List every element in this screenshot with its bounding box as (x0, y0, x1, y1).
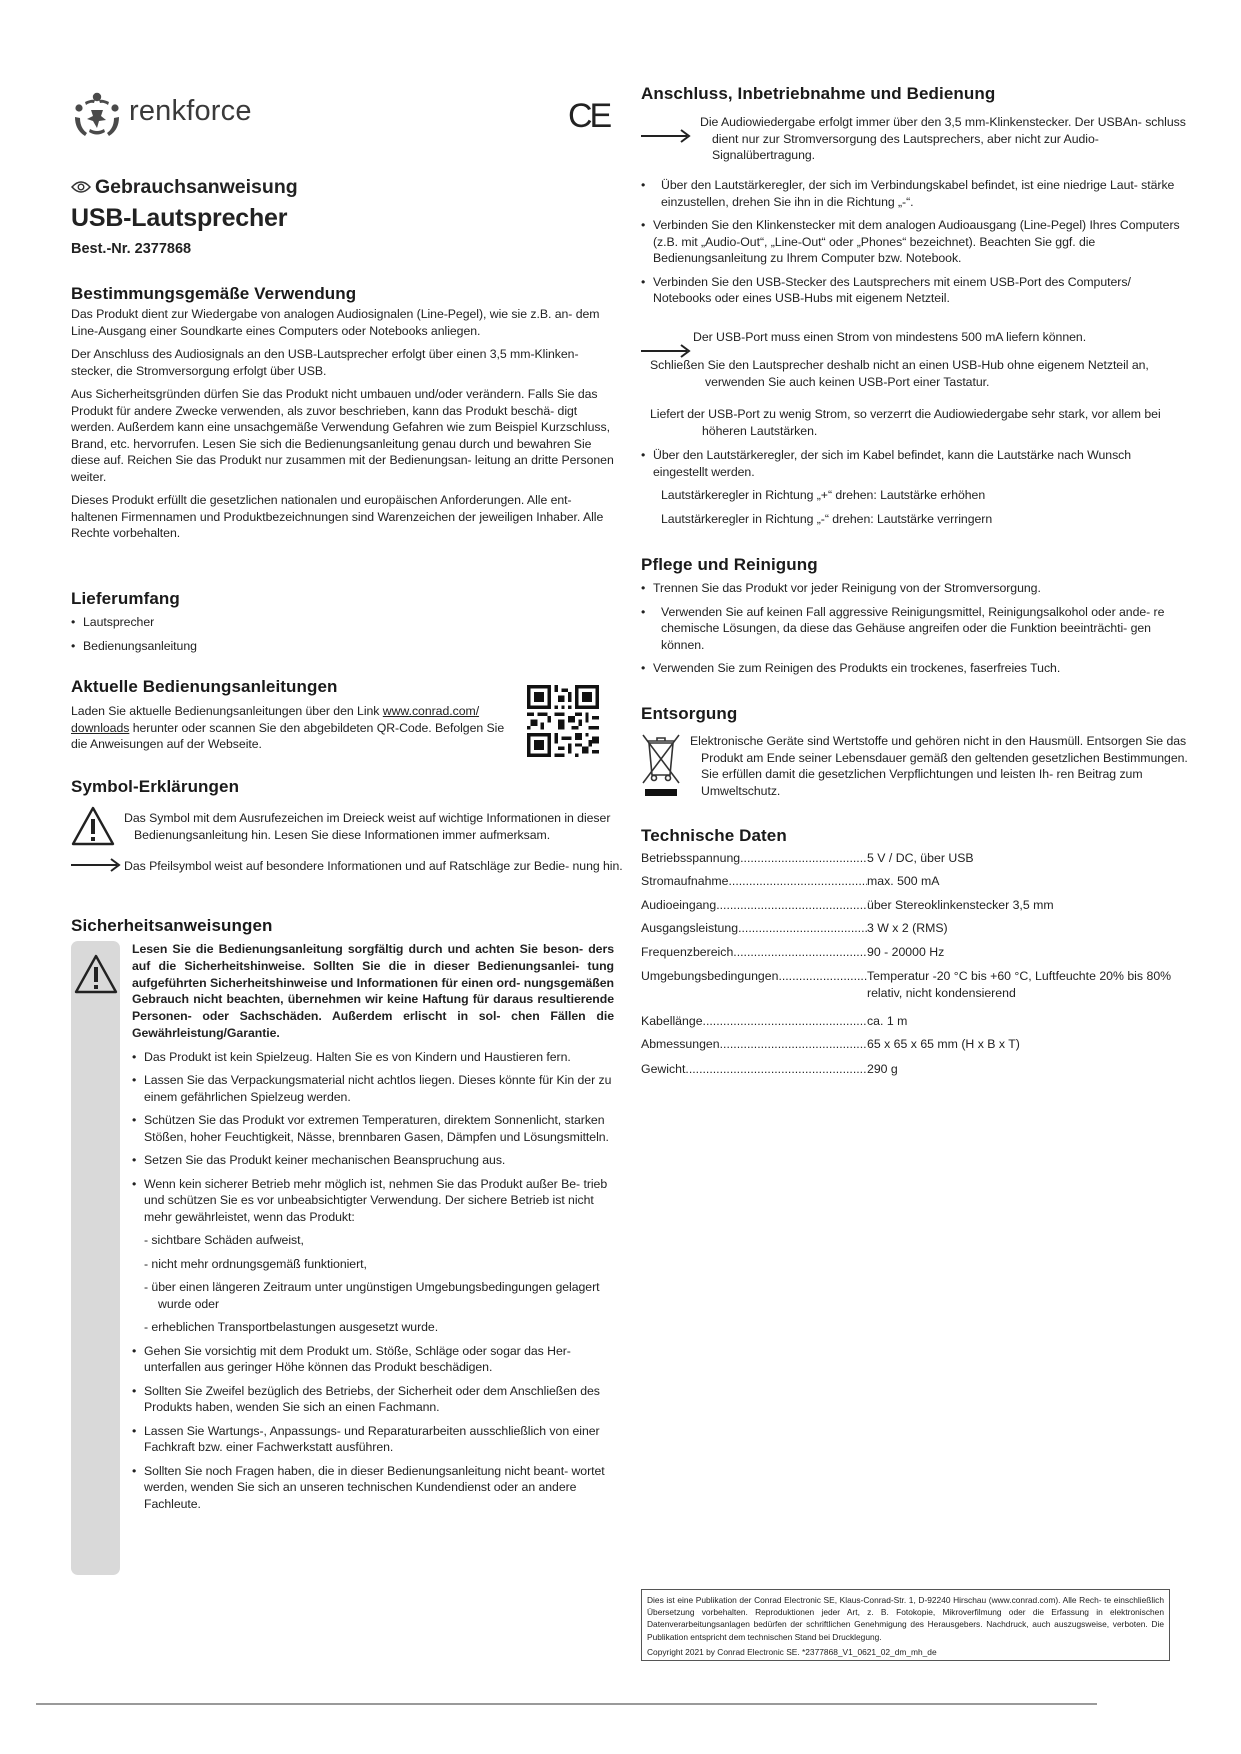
bestimmung-p2: Der Anschluss des Audiosignals an den USB-Lautsprecher erfolgt über einen 3,5 mm-Klinken- stecker, die Stromversorgung erfolgt über USB. (71, 347, 579, 378)
list-item: • Sollten Sie Zweifel bezüglich des Betriebs, der Sicherheit oder dem Anschließen des Produkts haben, wenden Sie sich an einen Fachmann. (132, 1383, 614, 1416)
volume-up-text: Lautstärkeregler in Richtung „+“ drehen: Lautstärke erhöhen (661, 488, 986, 502)
list-item: • Verwenden Sie auf keinen Fall aggressive Reinigungsmittel, Reinigungsalkohol oder ande- re chemische Lösungen, da diese das Gehäuse angreifen oder die Funktion beeinträchti- gen können. (641, 604, 1186, 654)
downloads-link[interactable]: www.conrad.com/ downloads (71, 704, 480, 735)
spec-label: Abmessungen ..... (641, 1036, 867, 1053)
spec-label: Kabellänge ..... (641, 1013, 867, 1030)
spec-label: Ausgangsleistung ..... (641, 920, 867, 937)
lieferumfang-list (71, 614, 614, 654)
imprint-box (641, 1589, 1170, 1661)
arrow-icon (71, 858, 121, 872)
brand-name: renkforce (129, 95, 252, 127)
spec-label: Betriebsspannung ..... (641, 850, 867, 867)
spec-value: ca. 1 m (867, 1014, 908, 1028)
list-item: - erheblichen Transportbelastungen ausgesetzt wurde. (144, 1320, 439, 1335)
spec-label: Umgebungsbedingungen ..... (641, 968, 867, 985)
heading-pflege: Pflege und Reinigung (641, 555, 818, 574)
heading-technische: Technische Daten (641, 826, 787, 845)
spec-label: Frequenzbereich ..... (641, 944, 867, 961)
list-item: • Über den Lautstärkeregler, der sich im Verbindungskabel befindet, ist eine niedrige Laut- stärke einzustellen, drehen Sie ihn in die Richtung „-“. (641, 177, 1186, 210)
heading-symbole: Symbol-Erklärungen (71, 777, 240, 796)
spec-label: Audioeingang ..... (641, 897, 867, 914)
bestimmung-body (71, 306, 614, 542)
brand-logo (71, 90, 271, 140)
renkforce-logo-icon (71, 90, 123, 140)
list-item: • Verbinden Sie den Klinkenstecker mit dem analogen Audioausgang (Line-Pegel) Ihres Computers (z.B. mit „Audio-Out“, „Line-Out“ oder „Phones“ bezeichnet). Beachten Sie ggf. die Bedienungsanleitung zu Ihrem Computer bzw. Notebook. (641, 217, 1186, 267)
bestimmung-p4: Dieses Produkt erfüllt die gesetzlichen nationalen und europäischen Anforderungen. Alle ent- haltenen Firmennamen und Produktbezeichnungen sind Warenzeichen der jeweiligen Inhaber. Alle Rechte vorbehalten. (71, 493, 604, 540)
spec-label: Gewicht ..... (641, 1061, 867, 1078)
weee-bin-icon (641, 731, 681, 797)
spec-value: 65 x 65 x 65 mm (H x B x T) (867, 1037, 1020, 1051)
spec-value: 5 V / DC, über USB (867, 851, 974, 865)
aktuelle-body (71, 703, 516, 753)
spec-value: 3 W x 2 (RMS) (867, 921, 948, 935)
aktuelle-text-after: herunter oder scannen Sie den abgebildeten QR-Code. Befolgen Sie die Anweisungen auf der Webseite. (71, 720, 505, 751)
heading-bestimmung: Bestimmungsgemäße Verwendung (71, 284, 357, 303)
volume-down-text: Lautstärkeregler in Richtung „-“ drehen: Lautstärke verringern (661, 511, 993, 526)
aktuelle-text-before: Laden Sie aktuelle Bedienungsanleitungen über den Link (71, 704, 383, 718)
pflege-list (641, 580, 1186, 677)
list-item: - nicht mehr ordnungsgemäß funktioniert, (144, 1256, 367, 1271)
list-item: - über einen längeren Zeitraum unter ungünstigen Umgebungsbedingungen gelagert wurde oder (144, 1280, 600, 1311)
sicherheit-intro: Lesen Sie die Bedienungsanleitung sorgfältig durch und achten Sie beson- ders auf die Sicherheitshinweise. Sollten Sie die in dieser Bedienungsanlei- tung aufgeführten Sicherheitshinweise und Informationen für einen ord- nungsgemäßen Gebrauch nicht beachten, übernehmen wir keine Haftung für daraus resultierende Personen- oder Sachschäden. Außerdem erlischt in sol- chen Fällen die Gewährleistung/Garantie. (132, 942, 614, 1040)
anschluss-note4: Liefert der USB-Port zu wenig Strom, so verzerrt die Audiowiedergabe sehr stark, vor allem bei höheren Lautstärken. (650, 407, 1161, 438)
sidebar-gray-bar (71, 941, 120, 1575)
list-item: • Schützen Sie das Produkt vor extremen Temperaturen, direktem Sonnenlicht, starken Stößen, hoher Feuchtigkeit, Nässe, brennbaren Gasen, Dämpfen und Lösungsmitteln. (132, 1112, 614, 1145)
spec-value: 90 - 20000 Hz (867, 945, 945, 959)
heading-entsorgung: Entsorgung (641, 704, 738, 723)
list-item: • Lautsprecher (71, 614, 614, 631)
list-item: • Lassen Sie das Verpackungsmaterial nicht achtlos liegen. Dieses könnte für Kin der zu einem gefährlichen Spielzeug werden. (132, 1072, 614, 1105)
warning-symbol-text: Das Symbol mit dem Ausrufezeichen im Dreieck weist auf wichtige Informationen in dieser Bedienungsanleitung hin. Lesen Sie diese Informationen immer aufmerksam. (124, 811, 611, 842)
list-item: • Sollten Sie noch Fragen haben, die in dieser Bedienungsanleitung nicht beant- wortet werden, wenden Sie sich an unseren technischen Kundendienst oder an andere Fachleute. (132, 1463, 614, 1513)
heading-lieferumfang: Lieferumfang (71, 589, 180, 608)
sicherheit-body (132, 941, 614, 1512)
imprint-text: Dies ist eine Publikation der Conrad Electronic SE, Klaus-Conrad-Str. 1, D-92240 Hirschau (www.conrad.com). Alle Rech- te einschließlich Übersetzung vorbehalten. Reproduktionen jeder Art, z. B. Fotokopie, Mikroverfilmung oder die Erfassung in elektronischen Datenverarbeitungsanlagen bedürfen der schriftlichen Genehmigung des Herausgebers. Nachdruck, auch auszugsweise, verboten. Die Publikation entspricht dem technischen Stand bei Drucklegung. (647, 1595, 1164, 1642)
entsorgung-text: Elektronische Geräte sind Wertstoffe und gehören nicht in den Hausmüll. Entsorgen Sie das Produkt am Ende seiner Lebensdauer gemäß den geltenden gesetzlichen Bestimmungen. Sie erfüllen damit die gesetzlichen Verpflichtungen und leisten Ih- ren Beitrag zum Umweltschutz. (690, 734, 1188, 798)
doc-type: Gebrauchsanweisung (95, 176, 298, 198)
arrow-icon (641, 344, 691, 358)
anschluss-list-2 (641, 447, 1186, 527)
list-item: • Wenn kein sicherer Betrieb mehr möglich ist, nehmen Sie das Produkt außer Be- trieb und schützen Sie es vor unbeabsichtigter Verwendung. Der sichere Betrieb ist nicht mehr gewährleistet, wenn das Produkt: (132, 1176, 614, 1226)
list-item: - sichtbare Schäden aufweist, (144, 1233, 304, 1248)
warning-triangle-icon (71, 806, 115, 846)
heading-sicherheit: Sicherheitsanweisungen (71, 916, 273, 935)
spec-label: Stromaufnahme ..... (641, 873, 867, 890)
spec-value: über Stereoklinkenstecker 3,5 mm (867, 898, 1054, 912)
specs-table (641, 850, 1186, 1090)
list-item: • Trennen Sie das Produkt vor jeder Reinigung von der Stromversorgung. (641, 580, 1186, 597)
ce-mark: CE (568, 97, 610, 135)
spec-value: max. 500 mA (867, 874, 940, 888)
anschluss-note1: Die Audiowiedergabe erfolgt immer über den 3,5 mm-Klinkenstecker. Der USBAn- schluss dient nur zur Stromversorgung des Lautsprechers, aber nicht zur Audio- Signalübertragung. (700, 115, 1186, 162)
heading-aktuelle: Aktuelle Bedienungsanleitungen (71, 677, 338, 696)
list-item: • Verwenden Sie zum Reinigen des Produkts ein trockenes, faserfreies Tuch. (641, 660, 1186, 677)
spec-value: 290 g (867, 1062, 898, 1076)
arrow-icon (641, 129, 691, 143)
list-item: • Bedienungsanleitung (71, 638, 614, 655)
order-number: Best.-Nr. 2377868 (71, 241, 192, 257)
footer-divider (36, 1703, 1097, 1705)
warning-triangle-icon (74, 954, 118, 994)
list-item: • Über den Lautstärkeregler, der sich im Kabel befindet, kann die Lautstärke nach Wunsch eingestellt werden. (641, 447, 1186, 480)
anschluss-note3: Schließen Sie den Lautsprecher deshalb nicht an einen USB-Hub ohne eigenem Netzteil an, verwenden Sie auch keinen USB-Port einer Tastatur. (650, 358, 1149, 389)
eye-icon (71, 180, 91, 194)
list-item: • Lassen Sie Wartungs-, Anpassungs- und Reparaturarbeiten ausschließlich von einer Fachkraft bzw. einer Fachwerkstatt ausführen. (132, 1423, 614, 1456)
anschluss-list (641, 177, 1186, 307)
list-item: • Gehen Sie vorsichtig mit dem Produkt um. Stöße, Schläge oder sogar das Her- unterfallen aus geringer Höhe können das Produkt beschädigen. (132, 1343, 614, 1376)
bestimmung-p3: Aus Sicherheitsgründen dürfen Sie das Produkt nicht umbauen und/oder verändern. Falls Sie das Produkt für andere Zwecke verwenden, als zuvor beschrieben, kann das Produkt beschä- digt werden. Außerdem kann eine unsachgemäße Verwendung Gefahren wie zum Beispiel Kurzschluss, Brand, etc. hervorrufen. Lesen Sie sich die Bedienungsanleitung genau durch und bewahren Sie diese auf. Reichen Sie das Produkt nur zusammen mit der Bedienungsan- leitung an dritte Personen weiter. (71, 387, 614, 484)
arrow-symbol-text: Das Pfeilsymbol weist auf besondere Informationen und auf Ratschläge zur Bedie- nung hin. (124, 859, 623, 873)
bestimmung-p1: Das Produkt dient zur Wiedergabe von analogen Audiosignalen (Line-Pegel), wie sie z.B. an- dem Line-Ausgang einer Soundkarte eines Computers oder Notebooks anliegen. (71, 307, 600, 338)
list-item: • Setzen Sie das Produkt keiner mechanischen Beanspruchung aus. (132, 1152, 614, 1169)
spec-value: Temperatur -20 °C bis +60 °C, Luftfeuchte 20% bis 80% relativ, nicht kondensierend (867, 969, 1172, 1000)
heading-anschluss: Anschluss, Inbetriebnahme und Bedienung (641, 84, 996, 103)
list-item: • Das Produkt ist kein Spielzeug. Halten Sie es von Kindern und Haustieren fern. (132, 1049, 614, 1066)
anschluss-note2: Der USB-Port muss einen Strom von mindestens 500 mA liefern können. (693, 330, 1087, 344)
list-item: • Verbinden Sie den USB-Stecker des Lautsprechers mit einem USB-Port des Computers/ Notebooks oder eines USB-Hubs mit eigenem Netzteil. (641, 274, 1186, 307)
product-title: USB-Lautsprecher (71, 204, 288, 232)
copyright-text: Copyright 2021 by Conrad Electronic SE. *2377868_V1_0621_02_dm_mh_de (647, 1646, 937, 1657)
qr-code[interactable] (527, 685, 599, 757)
